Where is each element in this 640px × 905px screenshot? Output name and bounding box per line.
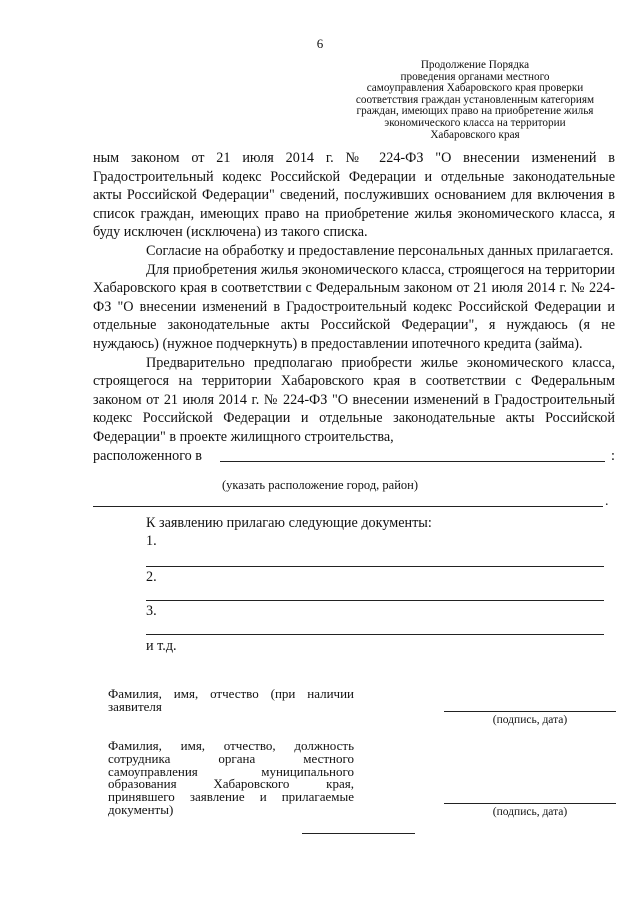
location-colon: : (611, 447, 615, 464)
document-item-line (146, 566, 604, 567)
header-line: экономического класса на территории (384, 116, 566, 129)
location-caption: (указать расположение город, район) (221, 478, 419, 492)
official-signature-line (444, 803, 616, 804)
applicant-signature-line (444, 711, 616, 712)
page-number: 6 (316, 36, 324, 51)
location-field (93, 447, 615, 466)
document-item-number: 1. (146, 533, 157, 549)
location-label: расположенного в (93, 447, 203, 464)
official-signature-label: Фамилия, имя, отчество, должность сотрудника органа местного самоуправления муниципального образования Хабаровского края, принявшего заявление и прилагаемые документы) (108, 738, 354, 817)
paragraph-4: Предварительно предполагаю приобрести жилье экономического класса, строящегося на территории Хабаровского края в соответствии с Федеральным законом от 21 июля 2014 г. № 224-ФЗ "О внесении изменений в Градостроительный кодекс Российской Федерации и отдельные законодательные акты Российской Федерации" в проекте жилищного строительства, (93, 354, 615, 445)
document-item-number: 3. (146, 603, 157, 619)
document-item-line (146, 634, 604, 635)
paragraph-3: Для приобретения жилья экономического класса, строящегося на территории Хабаровского края в соответствии с Федеральным законом от 21 июля 2014 г. № 224-ФЗ "О внесении изменений в Градостроительный кодекс Российской Федерации и отдельные законодательные акты Российской Федерации", я нуждаюсь (я не нуждаюсь) (нужное подчеркнуть) в предоставлении ипотечного кредита (займа). (93, 261, 615, 352)
applicant-signature-label: Фамилия, имя, отчество (при наличии заявителя (108, 686, 354, 714)
document-item-number: 2. (146, 569, 157, 585)
documents-title: К заявлению прилагаю следующие документы: (146, 515, 432, 531)
header-line: граждан, имеющих право на приобретение жилья (356, 105, 594, 118)
bottom-separator-line (302, 833, 415, 834)
official-signature-caption: (подпись, дата) (492, 806, 568, 818)
header-line: Продолжение Порядка (420, 59, 530, 71)
header-line: самоуправления Хабаровского края проверки (366, 82, 584, 95)
header-line: проведения органами местного (400, 70, 550, 83)
location-end-dot: . (605, 494, 609, 509)
paragraph-2: Согласие на обработку и предоставление персональных данных прилагается. (146, 242, 614, 259)
header-line: Хабаровского края (430, 128, 520, 141)
applicant-signature-caption: (подпись, дата) (492, 714, 568, 726)
body-text (93, 149, 615, 465)
documents-etc: и т.д. (146, 638, 177, 654)
document-header (330, 60, 620, 141)
paragraph-1: ным законом от 21 июля 2014 г. № 224-ФЗ "О внесении изменений в Градостроительный кодекс Российской Федерации и отдельные законодательные акты Российской Федерации" сведений, послуживших основанием для включения в список граждан, имеющих право на приобретение жилья экономического класса, я буду исключен (исключена) из такого списка. (93, 150, 615, 241)
header-line: соответствия граждан установленным категориям (355, 93, 595, 106)
location-continuation-line (93, 506, 603, 507)
location-blank-line (220, 461, 605, 462)
document-item-line (146, 600, 604, 601)
